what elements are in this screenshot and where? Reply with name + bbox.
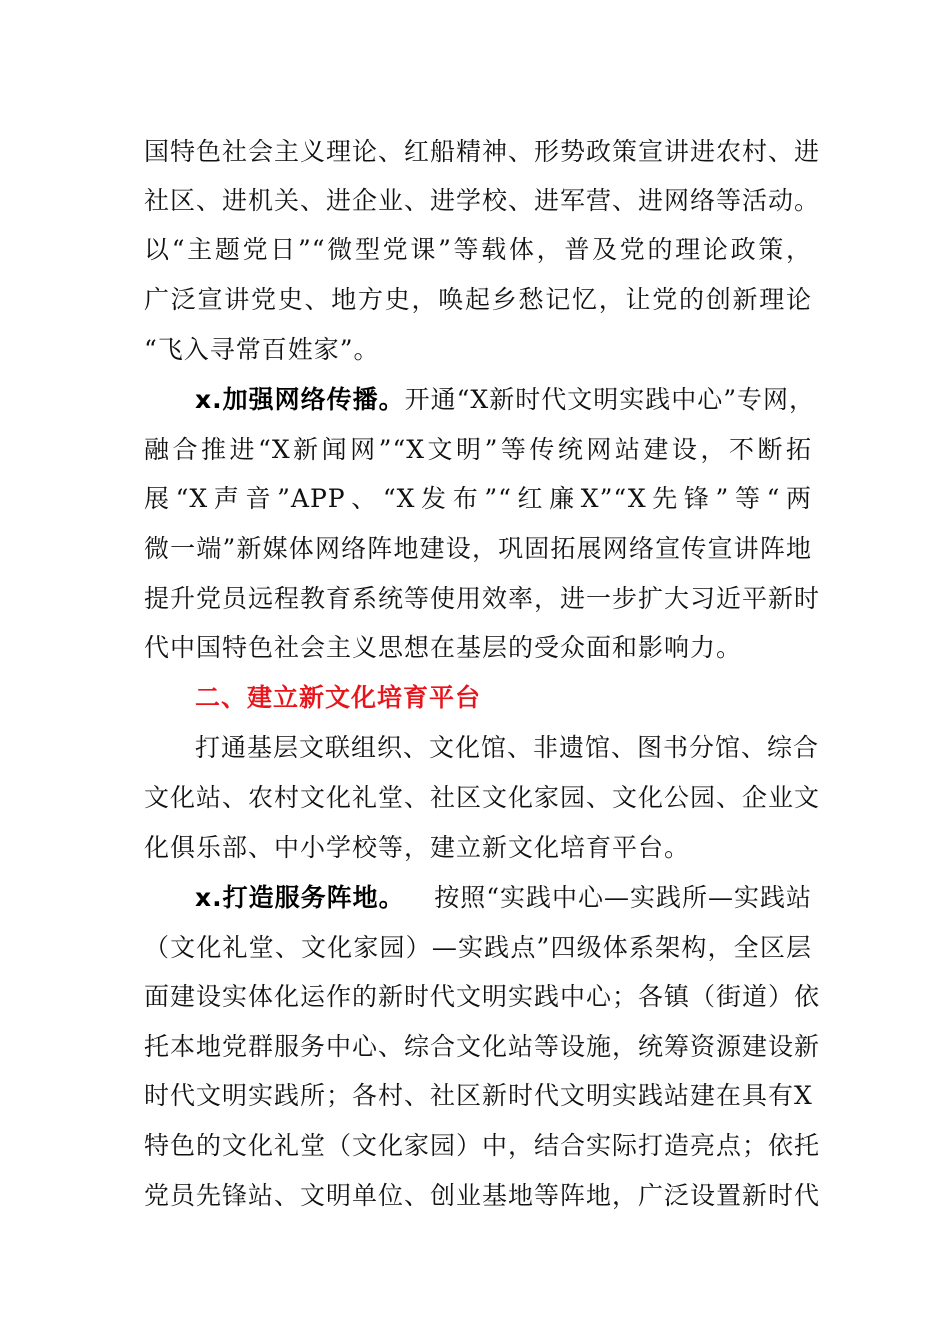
- text-line: 国特色社会主义理论、红船精神、形势政策宣讲进农村、进: [144, 137, 821, 166]
- item-lead-rest: 按照“实践中心—实践所—实践站: [434, 883, 812, 912]
- text-line: 文化站、农村文化礼堂、社区文化家园、文化公园、企业文: [144, 783, 821, 812]
- item-lead: x.打造服务阵地。: [195, 883, 405, 912]
- text-line: 广泛宣讲党史、地方史，唤起乡愁记忆，让党的创新理论: [144, 285, 812, 314]
- heading-text: 二、建立新文化培育平台: [195, 683, 482, 712]
- text-line: [195, 384, 815, 416]
- text-line: “飞入寻常百姓家”。: [144, 335, 380, 364]
- text-line: 融合推进“X新闻网”“X文明”等传统网站建设，不断拓: [144, 435, 812, 464]
- item-lead: x.加强网络传播。: [195, 385, 405, 414]
- text-line: [195, 882, 812, 914]
- text-line: 微一端”新媒体网络阵地建设，巩固拓展网络宣传宣讲阵地: [144, 534, 812, 563]
- text-line: 特色的文化礼堂（文化家园）中，结合实际打造亮点；依托: [144, 1131, 821, 1160]
- item-lead-rest: 开通“X新时代文明实践中心”专网，: [404, 385, 815, 414]
- text-line: 以“主题党日”“微型党课”等载体，普及党的理论政策，: [144, 235, 812, 264]
- text-line: 化俱乐部、中小学校等，建立新文化培育平台。: [144, 833, 691, 862]
- text-line: 党员先锋站、文明单位、创业基地等阵地，广泛设置新时代: [144, 1181, 821, 1210]
- text-line: 展“X声音”APP、“X发布”“红廉X”“X先锋”等“两: [144, 484, 812, 513]
- text-line: 社区、进机关、进企业、进学校、进军营、进网络等活动。: [144, 186, 821, 215]
- text-line: 打通基层文联组织、文化馆、非遗馆、图书分馆、综合: [195, 733, 820, 762]
- text-line: 时代文明实践所；各村、社区新时代文明实践站建在具有X: [144, 1081, 813, 1110]
- text-line: 代中国特色社会主义思想在基层的受众面和影响力。: [144, 633, 743, 662]
- text-line: 面建设实体化运作的新时代文明实践中心；各镇（街道）依: [144, 982, 821, 1011]
- text-line: （文化礼堂、文化家园）—实践点”四级体系架构，全区层: [144, 933, 812, 962]
- text-line: 托本地党群服务中心、综合文化站等设施，统筹资源建设新: [144, 1032, 821, 1061]
- text-line: 提升党员远程教育系统等使用效率，进一步扩大习近平新时: [144, 584, 821, 613]
